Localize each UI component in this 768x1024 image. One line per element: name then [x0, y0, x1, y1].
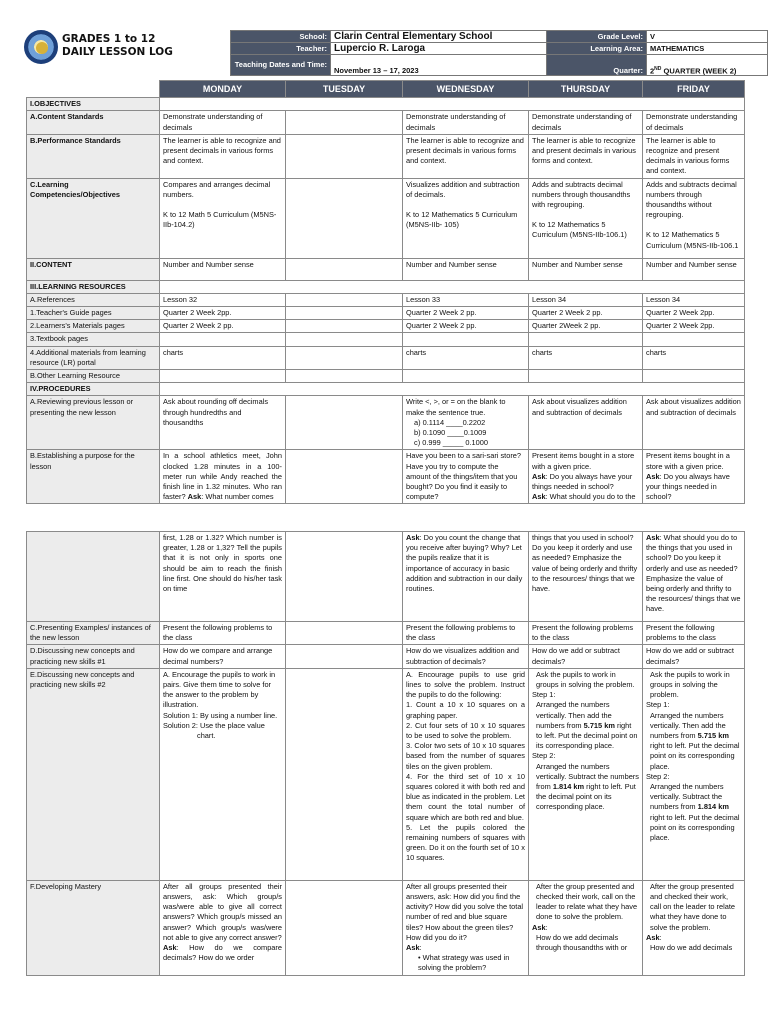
rev-wed-a: a) 0.1114 ____0.2202 [414, 417, 486, 427]
ps-tue [286, 134, 403, 178]
lm-tue [286, 320, 403, 333]
d2-fri-step-2-c: right to left. Put the decimal point on its corresponding place. [650, 812, 740, 843]
add-wed: charts [403, 346, 529, 369]
quarter-number: 2 [650, 66, 655, 75]
ps-thu: The learner is able to recognize and present decimals in various forms and context. [529, 134, 643, 178]
title-line-1: GRADES 1 to 12 [62, 33, 156, 45]
procedures-row [27, 383, 745, 396]
comp-mon-code: K to 12 Math 5 Curriculum (M5NS-IIb-104.2) [163, 210, 277, 230]
oth-fri [643, 370, 745, 383]
lm-wed: Quarter 2 Week 2 pp. [403, 320, 529, 333]
rev-tue [286, 396, 403, 450]
pur-mon-text-2: : What number comes [201, 492, 274, 502]
pur-fri-q1: : Do you always have your things needed in school? [646, 471, 730, 502]
reviewing-label: A.Reviewing previous lesson or presenting the new lesson [27, 396, 160, 450]
pres-wed: Present the following problems to the class [403, 622, 529, 645]
comp-thu-text: Adds and subtracts decimal numbers through thousandths with regrouping. [532, 179, 631, 210]
cs-thu: Demonstrate understanding of decimals [529, 111, 643, 134]
objectives-row [27, 98, 745, 111]
content-standards-label: A.Content Standards [27, 111, 160, 134]
competencies-label: C.Learning Competencies/Objectives [27, 178, 160, 258]
d2-thu-step-1-c: right to left. Put the decimal point on its corresponding place. [536, 720, 638, 751]
mas-mon [160, 880, 286, 975]
content-label: II.CONTENT [27, 258, 160, 280]
ps-fri: The learner is able to recognize and present decimals in various forms and context. [643, 134, 745, 178]
d2-wed-step-5: 5. Let the pupils colored the remaining numbers of squares with green. Do it on the fourth set of 10 x 10 squares. [406, 822, 525, 863]
purc-fri-text: : What should you do to the things that you used in school? Do you keep it orderly and use as needed? Emphasize the value of being orderly and thrifty to the resources/ things that we have. [646, 533, 741, 614]
mastery-row [27, 880, 745, 975]
pur-fri-text: Present items bought in a store with a given price. [646, 451, 730, 471]
ref-mon: Lesson 32 [160, 293, 286, 306]
comp-wed-text: Visualizes addition and subtraction of decimals. [406, 179, 520, 199]
additional-label: 4.Additional materials from learning resource (LR) portal [27, 346, 160, 369]
mas-thu-text-2: How do we add decimals through thousandths with or [536, 932, 628, 953]
references-row [27, 293, 745, 306]
pur-mon [160, 450, 286, 504]
mas-thu-colon: : [545, 922, 548, 932]
mas-mon-text: After all groups presented their answers, ask: Which group/s was/were able to give all correct answers? Which group/s missed an answer? Which group/s was/were not able to give any correct answer? [163, 881, 282, 942]
add-mon: charts [160, 346, 286, 369]
d2-mon-solution-1: Solution 1: By using a number line. [163, 710, 278, 720]
lm-mon: Quarter 2 Week 2 pp. [160, 320, 286, 333]
cs-wed: Demonstrate understanding of decimals [403, 111, 529, 134]
pur-tue [286, 450, 403, 504]
discussing1-label: D.Discussing new concepts and practicing new skills #1 [27, 645, 160, 668]
oth-wed [403, 370, 529, 383]
d2-wed-step-1: 1. Count a 10 x 10 squares on a graphing paper. [406, 700, 525, 720]
mas-mon-text-2: : How do we compare decimals? How do we order [163, 943, 282, 963]
d2-wed [403, 668, 529, 880]
objectives-label: I.OBJECTIVES [27, 98, 160, 111]
quarter-text: QUARTER (WEEK 2) [661, 66, 737, 75]
purc-wed-ask: Ask [406, 533, 420, 542]
performance-standards-label: B.Performance Standards [27, 134, 160, 178]
mas-thu-ask: Ask [532, 922, 546, 932]
mas-fri-text: After the group presented and checked their work, call on the leader to relate what they have done to solve the problem. [650, 881, 736, 932]
grade-label: Grade Level: [547, 31, 647, 43]
mas-wed-bullet: • What strategy was used in solving the problem? [418, 953, 510, 973]
lesson-log-table-2 [26, 531, 745, 976]
d2-thu-step-1-value: 5.715 km [583, 720, 615, 730]
dll-header [24, 30, 744, 73]
tb-fri [643, 333, 745, 346]
purc-fri-ask: Ask [646, 533, 660, 542]
reviewing-row [27, 396, 745, 450]
day-friday: FRIDAY [643, 81, 745, 98]
rev-wed-instruction: Write <, >, or = on the blank to make the sentence true. [406, 397, 506, 417]
purc-wed-text: : Do you count the change that you receive after buying? Why? Let the pupils realize that it is importance of accuracy in basic addition and subtraction in our daily routines. [406, 533, 523, 594]
procedures-blank [160, 383, 745, 396]
dates-label: Teaching Dates and Time: [231, 55, 331, 76]
content-mon: Number and Number sense [160, 258, 286, 280]
add-thu: charts [529, 346, 643, 369]
mas-wed-text: After all groups presented their answers, ask: How did you find the activity? How did you solve the total number of red and blue square tiles? How about the green tiles? How did you do it? [406, 881, 524, 942]
d2-thu-intro: Ask the pupils to work in groups in solving the problem. [536, 669, 635, 690]
comp-tue [286, 178, 403, 258]
d2-thu-step-2-value: 1.814 km [552, 782, 585, 792]
day-wednesday: WEDNESDAY [403, 81, 529, 98]
lm-fri: Quarter 2 Week 2pp. [643, 320, 745, 333]
d1-tue [286, 645, 403, 668]
add-tue [286, 346, 403, 369]
d2-thu-step-1-a: Arranged the numbers vertically. Then add the numbers from [536, 700, 612, 730]
lm-row [27, 320, 745, 333]
rev-fri: Ask about visualizes addition and subtraction of decimals [643, 396, 745, 450]
rev-wed-b: b) 0.1090 ____0.1009 [414, 428, 487, 438]
d2-fri-step-2-label: Step 2: [646, 771, 670, 781]
discussing1-row [27, 645, 745, 668]
tb-mon [160, 333, 286, 346]
header-info-grid [230, 30, 768, 76]
tg-thu: Quarter 2 Week 2 pp. [529, 307, 643, 320]
d2-fri-intro: Ask the pupils to work in groups in solving the problem. [650, 669, 730, 700]
oth-thu [529, 370, 643, 383]
d1-mon: How do we compare and arrange decimal numbers? [160, 645, 286, 668]
d2-wed-step-4: 4. For the third set of 10 x 10 squares colored it with both red and blue as indicated in the problem. Let them count the total number of square which are both red and blue. [406, 771, 525, 822]
performance-standards-row [27, 134, 745, 178]
other-row [27, 370, 745, 383]
comp-fri-text: Adds and subtracts decimal numbers through thousandths without regrouping. [646, 179, 737, 220]
content-standards-row [27, 111, 745, 134]
resources-blank [160, 280, 745, 293]
d2-fri-step-2-value: 1.814 km [697, 802, 729, 812]
oth-tue [286, 370, 403, 383]
purpose-row [27, 450, 745, 504]
purc-tue [286, 532, 403, 622]
quarter-label: Quarter: [547, 55, 647, 76]
procedures-label: IV.PROCEDURES [27, 383, 160, 396]
ps-mon: The learner is able to recognize and present decimals in various forms and context. [160, 134, 286, 178]
purpose-label: B.Establishing a purpose for the lesson [27, 450, 160, 504]
content-tue [286, 258, 403, 280]
day-monday: MONDAY [160, 81, 286, 98]
d2-mon-text: A. Encourage the pupils to work in pairs. Give them time to solve for the answer to the problem by illustration. [163, 669, 276, 710]
content-row [27, 258, 745, 280]
d2-fri-step-1-label: Step 1: [646, 700, 670, 710]
presenting-label: C.Presenting Examples/ instances of the new lesson [27, 622, 160, 645]
pur-thu-ask-2: Ask [532, 492, 546, 502]
ref-thu: Lesson 34 [529, 293, 643, 306]
lm-thu: Quarter 2Week 2 pp. [529, 320, 643, 333]
tg-label: 1.Teacher's Guide pages [27, 307, 160, 320]
d2-thu-step-2 [532, 762, 639, 813]
log-title [62, 33, 222, 59]
mas-fri-ask: Ask [646, 932, 660, 942]
d2-thu-step-2-label: Step 2: [532, 751, 556, 761]
teacher-label: Teacher: [231, 43, 331, 55]
grade-value: V [647, 31, 768, 43]
pur-thu-q2: : What should you do to the [545, 492, 636, 502]
d2-tue [286, 668, 403, 880]
pres-tue [286, 622, 403, 645]
mastery-label: F.Developing Mastery [27, 880, 160, 975]
area-label: Learning Area: [547, 43, 647, 55]
purc-thu: things that you used in school? Do you keep it orderly and use as needed? Emphasize the value of being orderly and thrifty to the resources/ things that we have. [529, 532, 643, 622]
ref-tue [286, 293, 403, 306]
ref-wed: Lesson 33 [403, 293, 529, 306]
cs-fri: Demonstrate understanding of decimals [643, 111, 745, 134]
pur-mon-text: In a school athletics meet, John clocked 1.28 minutes in a 100-meter run while Andy reached the finish line in 1.32 minutes. Who ran faster? [163, 451, 282, 502]
tg-fri: Quarter 2 Week 2pp. [643, 307, 745, 320]
mas-wed-bullet-text: What strategy was used in solving the problem? [418, 953, 510, 973]
textbook-row [27, 333, 745, 346]
mas-wed [403, 880, 529, 975]
mas-fri [643, 880, 745, 975]
d1-wed: How do we visualizes addition and subtraction of decimals? [403, 645, 529, 668]
seal-center [36, 42, 48, 54]
purc-wed [403, 532, 529, 622]
comp-wed [403, 178, 529, 258]
ref-fri: Lesson 34 [643, 293, 745, 306]
deped-seal-icon [24, 30, 58, 64]
mas-fri-colon: : [659, 932, 662, 942]
mas-wed-ask: Ask [406, 943, 420, 953]
resources-label: III.LEARNING RESOURCES [27, 280, 160, 293]
purc-fri [643, 532, 745, 622]
d1-fri: How do we add or subtract decimals? [643, 645, 745, 668]
d2-fri-step-1-value: 5.715 km [697, 731, 729, 741]
rev-wed [403, 396, 529, 450]
pur-fri [643, 450, 745, 504]
content-thu: Number and Number sense [529, 258, 643, 280]
lesson-log-table-1 [26, 80, 745, 504]
pur-thu-text: Present items bought in a store with a given price. [532, 451, 635, 471]
title-line-2: DAILY LESSON LOG [62, 46, 173, 58]
content-wed: Number and Number sense [403, 258, 529, 280]
content-fri: Number and Number sense [643, 258, 745, 280]
d2-mon-solution-2-cont: chart. [197, 731, 216, 741]
day-header-row [27, 81, 745, 98]
references-label: A.References [27, 293, 160, 306]
d2-wed-step-3: 3. Color two sets of 10 x 10 squares based from the number of squares tiles on the given problem. [406, 741, 525, 771]
tg-tue [286, 307, 403, 320]
pur-thu [529, 450, 643, 504]
day-thursday: THURSDAY [529, 81, 643, 98]
area-value: MATHEMATICS [647, 43, 768, 55]
school-value: Clarin Central Elementary School [331, 31, 547, 43]
purpose-continued-label [27, 532, 160, 622]
other-label: B.Other Learning Resource [27, 370, 160, 383]
pur-mon-ask: Ask [187, 492, 202, 502]
resources-row [27, 280, 745, 293]
d2-fri-step-1-a: Arranged the numbers vertically. Then add the numbers from [650, 710, 726, 741]
mas-thu-text: After the group presented and checked their work, call on the leader to relate what they have done to solve the problem. [536, 881, 638, 922]
objectives-blank [160, 98, 745, 111]
mas-fri-text-2: How do we add decimals [650, 943, 733, 953]
d1-thu: How do we add or subtract decimals? [529, 645, 643, 668]
d2-fri-step-1 [646, 711, 741, 772]
pres-fri: Present the following problems to the class [643, 622, 745, 645]
corner-cell [27, 81, 160, 98]
d2-fri-step-2 [646, 782, 741, 843]
d2-fri-step-2-a: Arranged the numbers vertically. Subtract the numbers from [650, 782, 724, 812]
rev-wed-c: c) 0.999 _____ 0.1000 [414, 438, 488, 448]
rev-thu: Ask about visualizes addition and subtraction of decimals [529, 396, 643, 450]
discussing2-row [27, 668, 745, 880]
teacher-value: Lupercio R. Laroga [331, 43, 547, 55]
d2-wed-intro: A. Encourage pupils to use grid lines to solve the problem. Instruct the pupils to do the following: [406, 669, 525, 700]
presenting-row [27, 622, 745, 645]
purpose-continued-row [27, 532, 745, 622]
pur-wed: Have you been to a sari-sari store? Have you try to compute the amount of the things/item that you bought? Do you find it easily to compute? [403, 450, 529, 504]
dates-value: November 13 – 17, 2023 [331, 55, 547, 76]
mas-wed-colon: : [419, 943, 422, 953]
tb-thu [529, 333, 643, 346]
add-fri: charts [643, 346, 745, 369]
day-tuesday: TUESDAY [286, 81, 403, 98]
pur-fri-ask-1: Ask [646, 471, 660, 481]
d2-fri [643, 668, 745, 880]
oth-mon [160, 370, 286, 383]
d2-fri-step-1-c: right to left. Put the decimal point on its corresponding place. [650, 741, 740, 771]
d2-thu-step-2-c: right to left. Put the decimal point on its corresponding place. [536, 782, 636, 812]
discussing2-label: E.Discussing new concepts and practicing new skills #2 [27, 668, 160, 880]
mas-mon-ask: Ask [163, 943, 177, 953]
comp-thu [529, 178, 643, 258]
comp-thu-code: K to 12 Mathematics 5 Curriculum (M5NS-IIb-106.1) [532, 220, 627, 240]
comp-fri-code: K to 12 Mathematics 5 Curriculum (M5NS-IIb-106.1 [646, 230, 739, 250]
d2-thu-step-1-label: Step 1: [532, 690, 556, 700]
tb-wed [403, 333, 529, 346]
tg-mon: Quarter 2 Week 2pp. [160, 307, 286, 320]
d2-thu-step-1 [532, 700, 639, 751]
competencies-row [27, 178, 745, 258]
pres-mon: Present the following problems to the class [160, 622, 286, 645]
ps-wed: The learner is able to recognize and present decimals in various forms and context. [403, 134, 529, 178]
tb-tue [286, 333, 403, 346]
d2-wed-step-2: 2. Cut four sets of 10 x 10 squares to be used to solve the problem. [406, 720, 525, 741]
comp-wed-code: K to 12 Mathematics 5 Curriculum (M5NS-IIb- 105) [406, 210, 518, 230]
pres-thu: Present the following problems to the class [529, 622, 643, 645]
cs-mon: Demonstrate understanding of decimals [160, 111, 286, 134]
cs-tue [286, 111, 403, 134]
d2-mon-solution-2: Solution 2: Use the place value [163, 720, 265, 730]
comp-mon-text: Compares and arranges decimal numbers. [163, 179, 271, 199]
pur-thu-ask-1: Ask [532, 471, 546, 481]
school-label: School: [231, 31, 331, 43]
quarter-superscript: ND [654, 65, 662, 72]
additional-row [27, 346, 745, 369]
lm-label: 2.Learners's Materials pages [27, 320, 160, 333]
rev-mon: Ask about rounding off decimals through hundredths and thousandths [160, 396, 286, 450]
mas-tue [286, 880, 403, 975]
tg-row [27, 307, 745, 320]
mas-thu [529, 880, 643, 975]
pur-thu-q1: : Do you always have your things needed in school? [532, 471, 633, 492]
d2-thu-step-2-a: Arranged the numbers vertically. Subtract the numbers from [536, 761, 639, 792]
tg-wed: Quarter 2 Week 2 pp. [403, 307, 529, 320]
textbook-label: 3.Textbook pages [27, 333, 160, 346]
comp-fri [643, 178, 745, 258]
d2-thu [529, 668, 643, 880]
d2-mon [160, 668, 286, 880]
quarter-value [647, 55, 768, 76]
comp-mon [160, 178, 286, 258]
purc-mon: first, 1.28 or 1.32? Which number is greater, 1.28 or 1,32? Tell the pupils that it is not only in sports one should be aim to reach the finish line first. One should do his/her task on time [160, 532, 286, 622]
